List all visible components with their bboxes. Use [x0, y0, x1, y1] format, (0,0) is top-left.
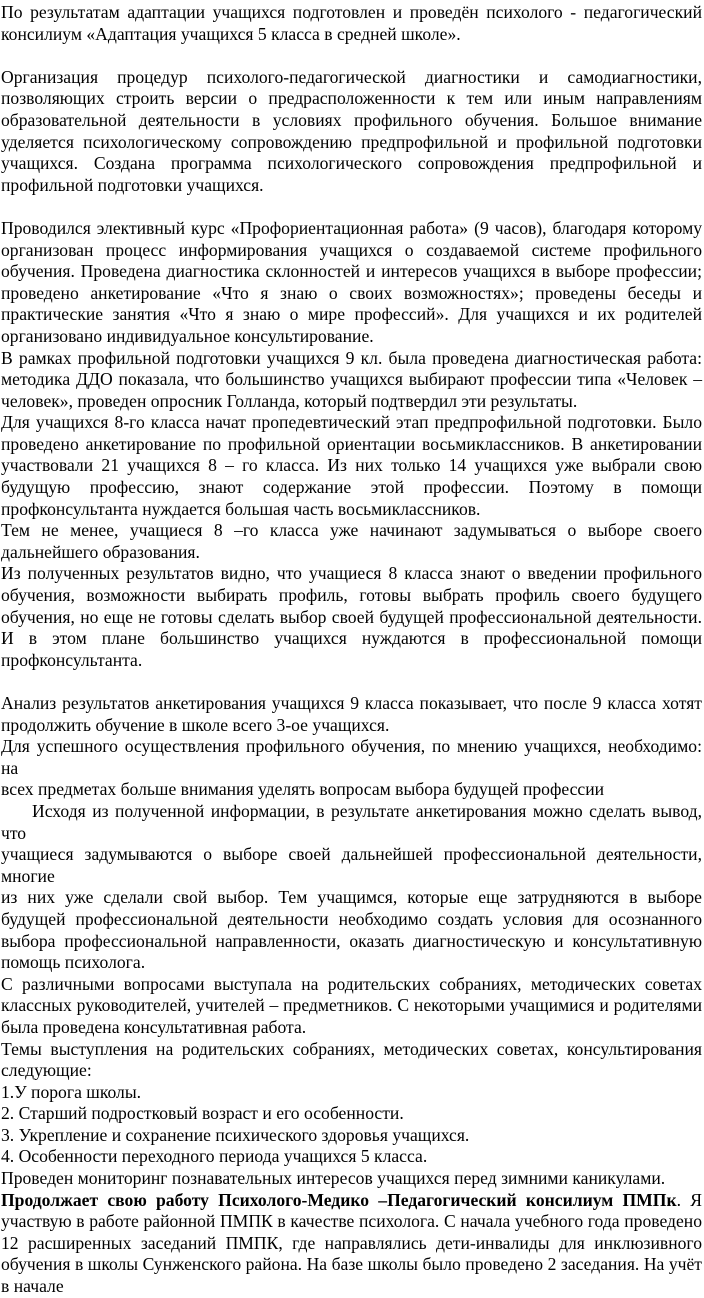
paragraph-conclusion: [1, 801, 702, 974]
text-line: учащиеся задумываются о выборе своей дальнейшей профессиональной деятельности, многие: [1, 844, 702, 886]
paragraph-diagnostics: Организация процедур психолого-педагогической диагностики и самодиагностики, позволяющих строить версии о предрасположенности к тем или иным направлениям образовательной деятельности в условиях профильного обучения. Большое внимание уделяется психологическому сопровождению предпрофильной и профильной подготовки учащихся. Создана программа психологического сопровождения предпрофильной и профильной подготовки учащихся.: [1, 66, 702, 195]
paragraph-grade9-analysis: Анализ результатов анкетирования учащихся 9 класса показывает, что после 9 класса хотят продолжить обучение в школе всего 3-ое учащихся.: [1, 693, 702, 735]
paragraph-grade8-thinking: Тем не менее, учащиеся 8 –го класса уже начинают задумываться о выборе своего дальнейшего образования.: [1, 520, 702, 562]
document-body: [1, 2, 702, 1298]
bold-heading-text: Продолжает свою работу Психолого-Медико –Педагогический консилиум ПМПк: [1, 1189, 677, 1210]
paragraph-monitoring: Проведен мониторинг познавательных интересов учащихся перед зимними каникулами.: [1, 1168, 666, 1189]
paragraph-meetings: С различными вопросами выступала на родительских собраниях, методических советах классных руководителей, учителей – предметников. С некоторыми учащимися и родителями была проведена консультативная работа.: [1, 973, 702, 1037]
paragraph-pmpk: [1, 1190, 702, 1298]
text-line: Исходя из полученной информации, в результате анкетирования можно сделать вывод, что: [1, 800, 702, 843]
topics-list: [1, 1082, 702, 1168]
paragraph-elective-course: Проводился элективный курс «Профориентационная работа» (9 часов), благодаря которому организован процесс информирования учащихся о создаваемой системе профильного обучения. Проведена диагностика склонностей и интересов учащихся в выборе профессии; проведено анкетирование «Что я знаю о своих возможностях»; проведены беседы и практические занятия «Что я знаю о мире профессий». Для учащихся и их родителей организовано индивидуальное консультирование.: [1, 217, 702, 346]
paragraph-grade9-diagnostics: В рамках профильной подготовки учащихся 9 кл. была проведена диагностическая работа: методика ДДО показала, что большинство учащихся выбирают профессии типа «Человек – человек», проведен опросник Голланда, который подтвердил эти результаты.: [1, 347, 702, 411]
paragraph-success-conditions: [1, 736, 702, 801]
paragraph-gap: [1, 196, 702, 218]
text-line: Для успешного осуществления профильного обучения, по мнению учащихся, необходимо: на: [1, 736, 702, 778]
text-line: всех предметах больше внимания уделять вопросам выбора будущей профессии: [1, 779, 605, 800]
list-item: 4. Особенности переходного периода учащихся 5 класса.: [1, 1146, 428, 1167]
paragraph-results: Из полученных результатов видно, что учащиеся 8 класса знают о введении профильного обучения, возможности выбирать профиль, готовы выбрать профиль своего будущего обучения, но еще не готовы сделать выбор своей будущей профессиональной деятельности. И в этом плане большинство учащихся нуждаются в профессиональной помощи профконсультанта.: [1, 563, 702, 670]
paragraph-text: . Я участвую в работе районной ПМПК в качестве психолога. С начала учебного года проведено 12 расширенных заседаний ПМПК, где направлялись дети-инвалиды для инклюзивного обучения в школы Сунженского района. На базе школы было проведено 2 заседания. На учёт в начале: [1, 1189, 702, 1297]
paragraph-consilium: По результатам адаптации учащихся подготовлен и проведён психолого - педагогический консилиум «Адаптация учащихся 5 класса в средней школе».: [1, 2, 702, 44]
paragraph-gap: [1, 671, 702, 693]
text-line: из них уже сделали свой выбор. Тем учащимся, которые еще затрудняются в выборе будущей профессиональной деятельности необходимо создать условия для осознанного выбора профессиональной направленности, оказать диагностическую и консультативную помощь психолога.: [1, 887, 702, 973]
list-item: 3. Укрепление и сохранение психического здоровья учащихся.: [1, 1124, 470, 1145]
paragraph-topics-intro: Темы выступления на родительских собраниях, методических советах, консультирования следующие:: [1, 1038, 702, 1081]
list-item: 1.У порога школы.: [1, 1081, 142, 1102]
paragraph-grade8-survey: Для учащихся 8-го класса начат пропедевтический этап предпрофильной подготовки. Было проведено анкетирование по профильной ориентации восьмиклассников. В анкетировании участвовали 21 учащихся 8 – го класса. Из них только 14 учащихся уже выбрали свою будущую профессию, знают содержание этой профессии. Поэтому в помощи профконсультанта нуждается большая часть восьмиклассников.: [1, 412, 702, 519]
paragraph-gap: [1, 45, 702, 67]
list-item: 2. Старший подростковый возраст и его особенности.: [1, 1103, 404, 1124]
